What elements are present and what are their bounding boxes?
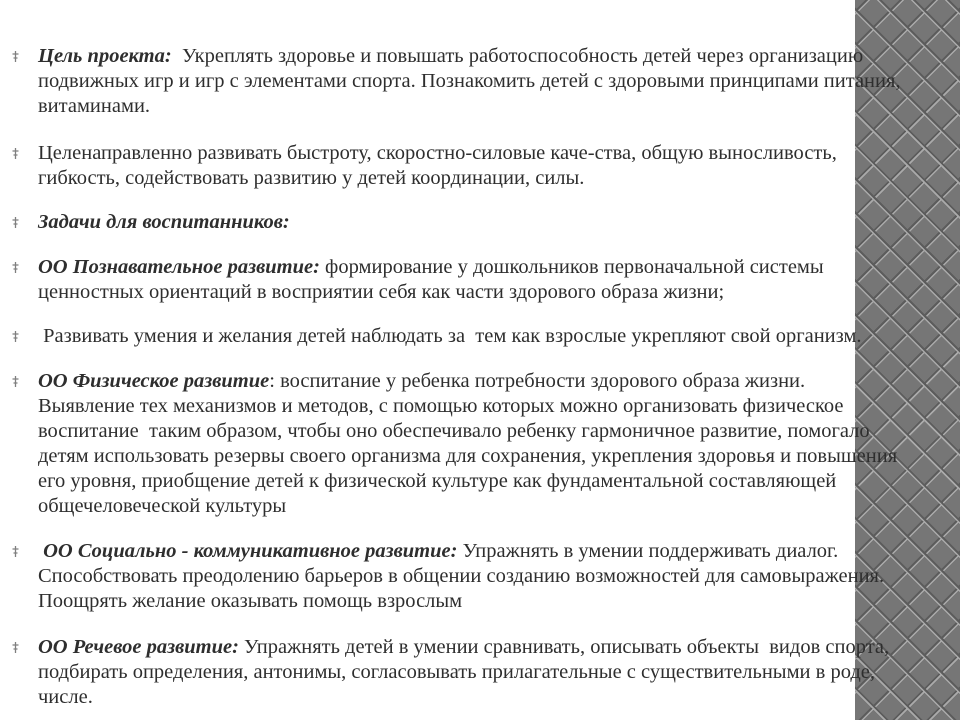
bullet-text-segment: Упражнять детей в умении сравнивать, описывать объекты видов спорта, <box>238 635 890 658</box>
bullet-text <box>38 324 862 349</box>
bullet-text-line <box>38 210 290 235</box>
bullet-text-line: Целенаправленно развивать быстроту, скоростно-силовые каче-ства, общую выносливость, <box>38 141 837 164</box>
bullet-icon <box>11 50 20 63</box>
bullet-text-segment: формирование у дошкольников первоначальной системы <box>319 255 824 278</box>
bullet-lead-label: ОО Речевое развитие: <box>38 635 239 658</box>
bullet-text-line <box>38 255 824 280</box>
bullet-text-line: витаминами. <box>38 94 151 117</box>
bullet-text-line: детям использовать резервы своего организма для сохранения, укрепления здоровья и повышения <box>38 444 898 467</box>
bullet-lead-label: ОО Познавательное развитие: <box>38 255 320 278</box>
bullet-text <box>38 210 290 235</box>
bullet-text-line <box>38 44 901 69</box>
bullet-icon <box>11 545 20 558</box>
bullet-text-segment: Упражнять в умении поддерживать диалог. <box>457 539 839 562</box>
bullet-text <box>38 141 837 191</box>
bullet-text-line: его уровня, приобщение детей к физической культуре как фундаментальной составляющей <box>38 469 837 492</box>
bullet-icon <box>11 216 20 229</box>
bullet-text <box>38 635 889 710</box>
bullet-icon <box>11 375 20 388</box>
bullet-icon <box>11 641 20 654</box>
bullet-text-line: Выявление тех механизмов и методов, с помощью которых можно организовать физическое <box>38 394 844 417</box>
bullet-text-segment: : воспитание у ребенка потребности здорового образа жизни. <box>269 369 806 392</box>
bullet-text-line: подвижных игр и игр с элементами спорта. Познакомить детей с здоровыми принципами питания, <box>38 69 901 92</box>
bullet-lead-label: ОО Физическое развитие <box>38 369 270 392</box>
bullet-text-line <box>38 369 897 394</box>
bullet-text-line: ценностных ориентаций в восприятии себя как части здорового образа жизни; <box>38 280 725 303</box>
bullet-text-line: Развивать умения и желания детей наблюдать за тем как взрослые укрепляют свой организм. <box>38 324 862 347</box>
bullet-text <box>38 539 884 614</box>
bullet-text-line: воспитание таким образом, чтобы оно обеспечивало ребенку гармоничное развитие, помогало <box>38 419 870 442</box>
bullet-text <box>38 369 897 519</box>
bullet-text <box>38 44 901 119</box>
bullet-lead-label: ОО Социально - коммуникативное развитие: <box>38 539 458 562</box>
bullet-text-line: общечеловеческой культуры <box>38 494 287 517</box>
bullet-text-line: числе. <box>38 685 93 708</box>
bullet-icon <box>11 147 20 160</box>
bullet-text-line <box>38 539 884 564</box>
bullet-text <box>38 255 824 305</box>
bullet-icon <box>11 330 20 343</box>
bullet-lead-label: Цель проекта: <box>38 44 172 67</box>
bullet-text-line: гибкость, содействовать развитию у детей координации, силы. <box>38 166 585 189</box>
bullet-text-line: Поощрять желание оказывать помощь взрослым <box>38 589 463 612</box>
bullet-text-line: Способствовать преодолению барьеров в общении созданию возможностей для самовыражения. <box>38 564 885 587</box>
bullet-text-line <box>38 635 889 660</box>
bullet-lead-label: Задачи для воспитанников: <box>38 210 290 233</box>
bullet-icon <box>11 261 20 274</box>
bullet-text-segment: Укреплять здоровье и повышать работоспособность детей через организацию <box>171 44 864 67</box>
bullet-text-line: подбирать определения, антонимы, согласовывать прилагательные с существительными в роде, <box>38 660 876 683</box>
